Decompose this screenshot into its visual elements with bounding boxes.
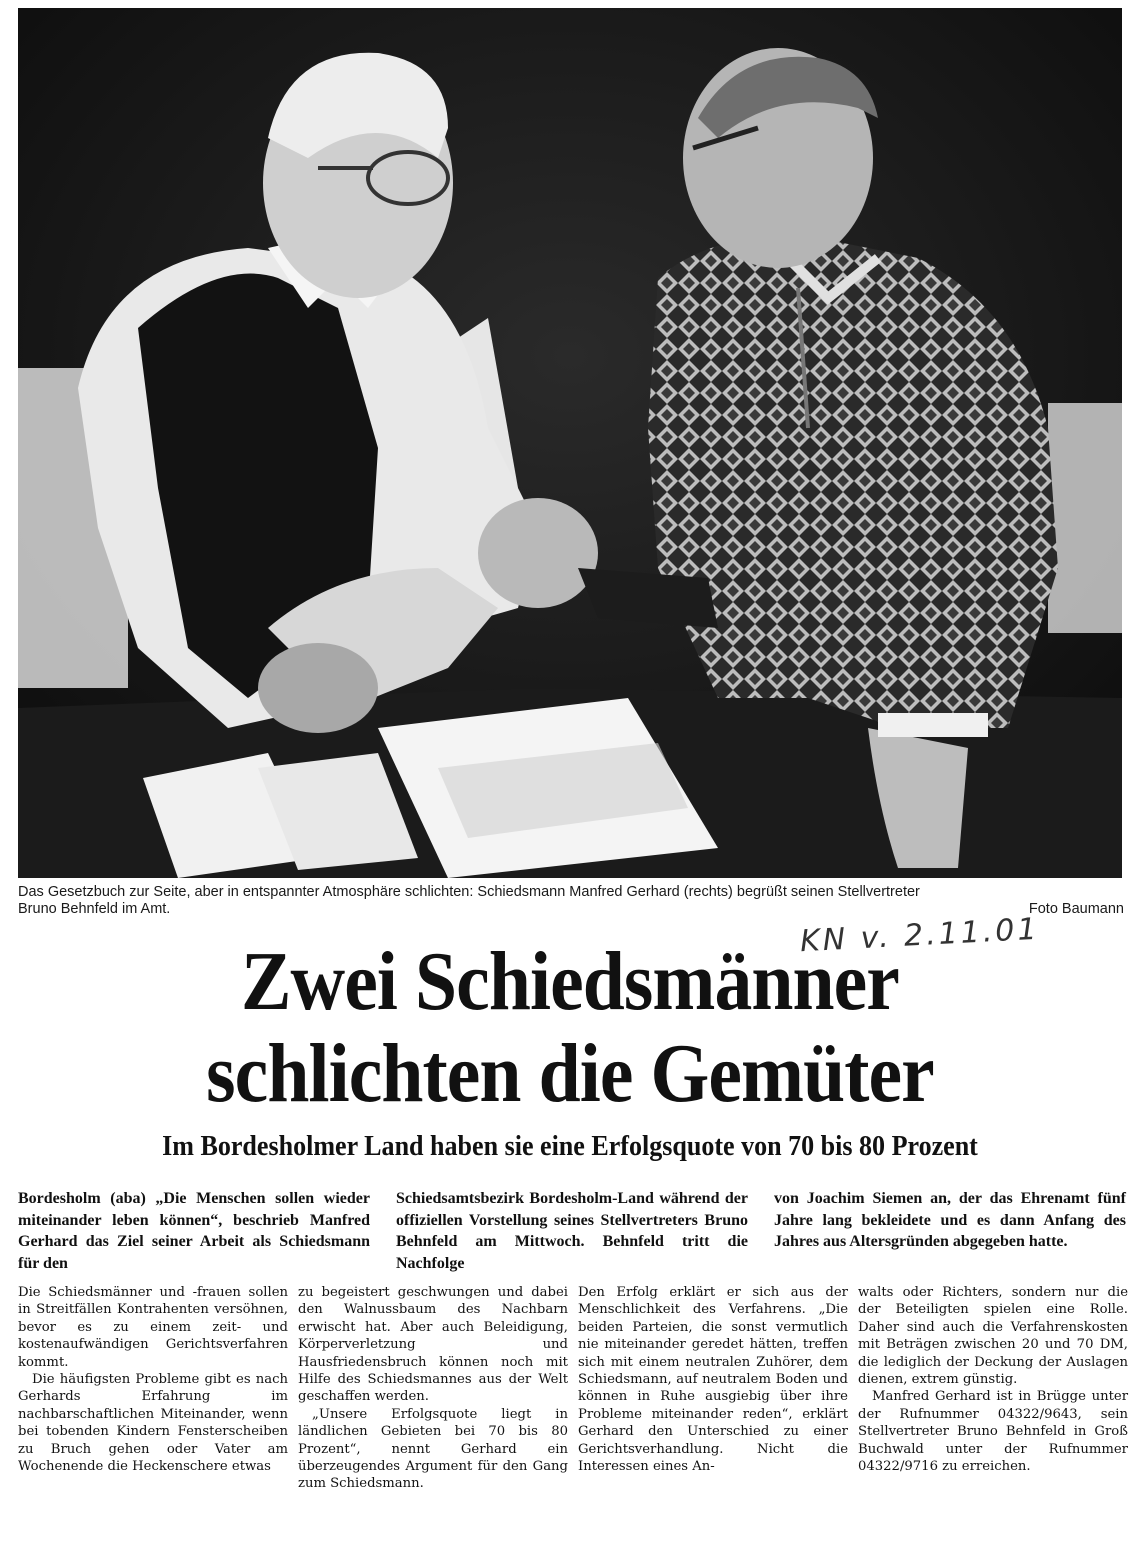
- body-column-3: [578, 1284, 848, 1493]
- caption-text: Das Gesetzbuch zur Seite, aber in entspannter Atmosphäre schlichten: Schiedsmann Manfred Gerhard (rechts) begrüßt seinen Stellvertreter: [18, 884, 920, 900]
- subheadline: Im Bordesholmer Land haben sie eine Erfolgsquote von 70 bis 80 Prozent: [162, 1131, 978, 1162]
- body-column-4: [858, 1284, 1128, 1493]
- body-paragraph: Den Erfolg erklärt er sich aus der Menschlichkeit des Verfahrens. „Die beiden Parteien, die sonst vermutlich nie miteinander geredet hätten, treffen sich mit einem neutralen Zuhörer, dem Schiedsmann, auf neutralem Boden und können in Ruhe ausgiebig über ihre Probleme miteinander reden“, erklärt Gerhard den Unterschied zu einer Gerichtsverhandlung. Nicht die Interessen eines An-: [578, 1285, 848, 1475]
- handwritten-date-note: KN v. 2.11.01: [799, 911, 1041, 960]
- body-paragraph: „Unsere Erfolgsquote liegt in ländlichen Gebieten bei 70 bis 80 Prozent“, nennt Gerhard ein überzeugendes Argument für den Gang zum Schiedsmann.: [298, 1406, 568, 1492]
- caption-text-line2: Bruno Behnfeld im Amt.: [18, 901, 171, 917]
- lead-column-2: Schiedsamtsbezirk Bordesholm-Land während der offiziellen Vorstellung seines Stellvertreters Bruno Behnfeld am Mittwoch. Behnfeld tritt die Nachfolge: [396, 1190, 748, 1272]
- body-paragraph: zu begeistert geschwungen und dabei den Walnussbaum des Nachbarn erwischt hat. Aber auch Beleidigung, Körperverletzung und Hausfriedensbruch können noch mit Hilfe des Schiedsmannes aus der Welt geschaffen werden.: [298, 1285, 568, 1405]
- photo-caption: [18, 884, 1124, 918]
- headline-line-1: Zwei Schiedsmänner: [241, 935, 899, 1028]
- article-photo: [18, 8, 1122, 878]
- lead-column-3: von Joachim Siemen an, der das Ehrenamt fünf Jahre lang bekleidete und es dann Anfang des Jahres aus Altersgründen abgegeben hatte.: [774, 1190, 1126, 1250]
- body-column-2: [298, 1284, 568, 1493]
- body-paragraph: Manfred Gerhard ist in Brügge unter der Rufnummer 04322/9643, sein Stellvertreter Bruno Behnfeld in Groß Buchwald unter der Rufnummer 04322/9716 zu erreichen.: [858, 1389, 1128, 1475]
- body-paragraph: walts oder Richters, sondern nur die der Beteiligten spielen eine Rolle. Daher sind auch die Verfahrenskosten mit Beträgen zwischen 20 und 70 DM, die lediglich der Deckung der Auslagen dienen, extrem günstig.: [858, 1285, 1128, 1388]
- lead-column-1: Bordesholm (aba) „Die Menschen sollen wieder miteinander leben können“, beschrieb Manfred Gerhard das Ziel seiner Arbeit als Schiedsmann für den: [18, 1190, 370, 1272]
- body-paragraph: Die häufigsten Probleme gibt es nach Gerhards Erfahrung im nachbarschaftlichen Miteinander, wenn bei tobenden Kindern Fensterscheiben zu Bruch gehen oder Vater am Wochenende die Heckenschere etwas: [18, 1372, 288, 1475]
- body-column-1: [18, 1284, 288, 1493]
- headline: [73, 936, 1067, 1120]
- headline-line-2: schlichten die Gemüter: [206, 1027, 934, 1120]
- lead-paragraph: [18, 1188, 1126, 1274]
- photo-credit: Foto Baumann: [1028, 901, 1124, 917]
- body-paragraph: Die Schiedsmänner und -frauen sollen in Streitfällen Kontrahenten versöhnen, bevor es zu einem zeit- und kostenaufwändigen Gerichtsverfahren kommt.: [18, 1285, 288, 1370]
- photo-illustration: [18, 8, 1122, 878]
- article-body: [18, 1284, 1128, 1493]
